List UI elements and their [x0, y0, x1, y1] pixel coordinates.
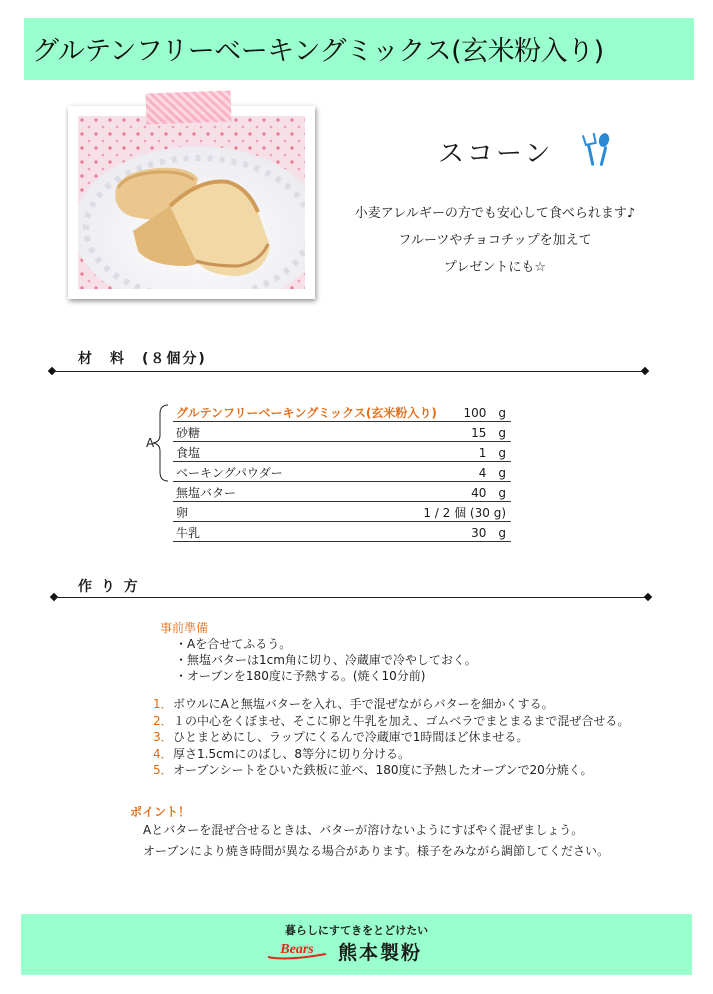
point-title: ポイント！ [130, 805, 191, 819]
ingredient-name: 牛乳 [176, 526, 201, 540]
ingredient-amount: 15 g [471, 426, 506, 440]
method-rule [54, 597, 650, 598]
point-text [143, 820, 609, 862]
step-number: 2． [153, 713, 173, 728]
ingredient-amount: 30 g [471, 526, 506, 540]
prep-item: ・無塩バターは1cm角に切り、冷蔵庫で冷やしておく。 [175, 653, 477, 667]
bears-logo [266, 940, 328, 960]
ingredient-name: 食塩 [176, 446, 201, 460]
step-text: オーブンシートをひいた鉄板に並べ、180度に予熱したオーブンで20分焼く。 [173, 763, 593, 777]
step-text: 厚さ1.5cmにのばし、8等分に切り分ける。 [173, 746, 411, 761]
step-item [153, 713, 629, 730]
group-a-label: A [146, 436, 155, 450]
footer-band [21, 914, 692, 975]
page-title: グルテンフリーベーキングミックス(玄米粉入り) [32, 36, 604, 67]
fork-spoon-icon [580, 132, 614, 168]
intro-line: フルーツやチョコチップを加えて [398, 233, 592, 248]
step-text: ひとまとめにし、ラップにくるんで冷蔵庫で1時間ほど休ませる。 [173, 730, 529, 744]
ingredient-row [173, 482, 511, 502]
rule-end-marker [641, 367, 649, 375]
ingredient-amount: 40 g [471, 486, 506, 500]
ingredient-amount: 4 g [478, 466, 506, 480]
ingredient-row [173, 422, 511, 442]
decorative-tape [145, 91, 231, 125]
step-number: 4． [153, 746, 173, 761]
ingredient-row [173, 442, 511, 462]
point-line: Aとバターを混ぜ合せるときは、バターが溶けないようにすばやく混ぜましょう。 [143, 823, 584, 837]
prep-title: 事前準備 [160, 621, 209, 635]
method-heading: 作 り 方 [78, 579, 140, 595]
prep-item: ・オーブンを180度に予熱する。(焼く10分前) [175, 669, 426, 683]
step-number: 3． [153, 730, 173, 744]
logo-text: Bears [280, 942, 314, 957]
step-item [153, 746, 629, 763]
ingredients-rule [52, 371, 647, 372]
ingredient-row [173, 522, 511, 542]
point-line: オーブンにより焼き時間が異なる場合があります。様子をみながら調節してください。 [143, 844, 609, 858]
prep-list [175, 636, 477, 684]
ingredient-amount: 1 / 2 個 (30 g) [423, 506, 506, 520]
ingredient-amount: 100 g [463, 406, 506, 420]
recipe-name: スコーン [438, 139, 554, 169]
ingredient-name: 無塩バター [176, 486, 237, 500]
step-item [153, 696, 629, 713]
company-name: 熊本製粉 [338, 942, 423, 964]
step-item [153, 762, 629, 779]
ingredient-amount: 1 g [478, 446, 506, 460]
ingredient-name: 砂糖 [176, 426, 201, 440]
ingredient-row [173, 502, 511, 522]
ingredient-name: 卵 [176, 506, 189, 520]
step-text: ボウルにAと無塩バターを入れ、手で混ぜながらバターを細かくする。 [173, 697, 554, 711]
ingredient-name: ベーキングパウダー [176, 466, 283, 480]
group-a-brace [152, 404, 172, 482]
recipe-intro [330, 200, 660, 281]
scone-photo-image [78, 116, 305, 289]
step-number: 5． [153, 763, 173, 777]
ingredients-table [173, 402, 511, 542]
title-band [24, 18, 694, 80]
step-item [153, 729, 629, 746]
step-text: １の中心をくぼませ、そこに卵と牛乳を加え、ゴムベラでまとまるまで混ぜ合せる。 [173, 713, 630, 728]
prep-item: ・Aを合せてふるう。 [175, 637, 292, 651]
ingredients-heading: 材 料 (８個分) [78, 351, 207, 367]
intro-line: プレゼントにも☆ [443, 260, 547, 275]
step-number: 1． [153, 697, 173, 711]
footer-tagline: 暮らしにすてきをとどけたい [284, 924, 429, 937]
scone-photo [68, 106, 315, 299]
ingredient-row [173, 462, 511, 482]
ingredient-row [173, 402, 511, 422]
intro-line: 小麦アレルギーの方でも安心して食べられます♪ [354, 206, 636, 221]
steps-list [153, 696, 629, 779]
rule-end-marker [644, 593, 652, 601]
ingredient-name: グルテンフリーベーキングミックス(玄米粉入り) [176, 406, 437, 420]
